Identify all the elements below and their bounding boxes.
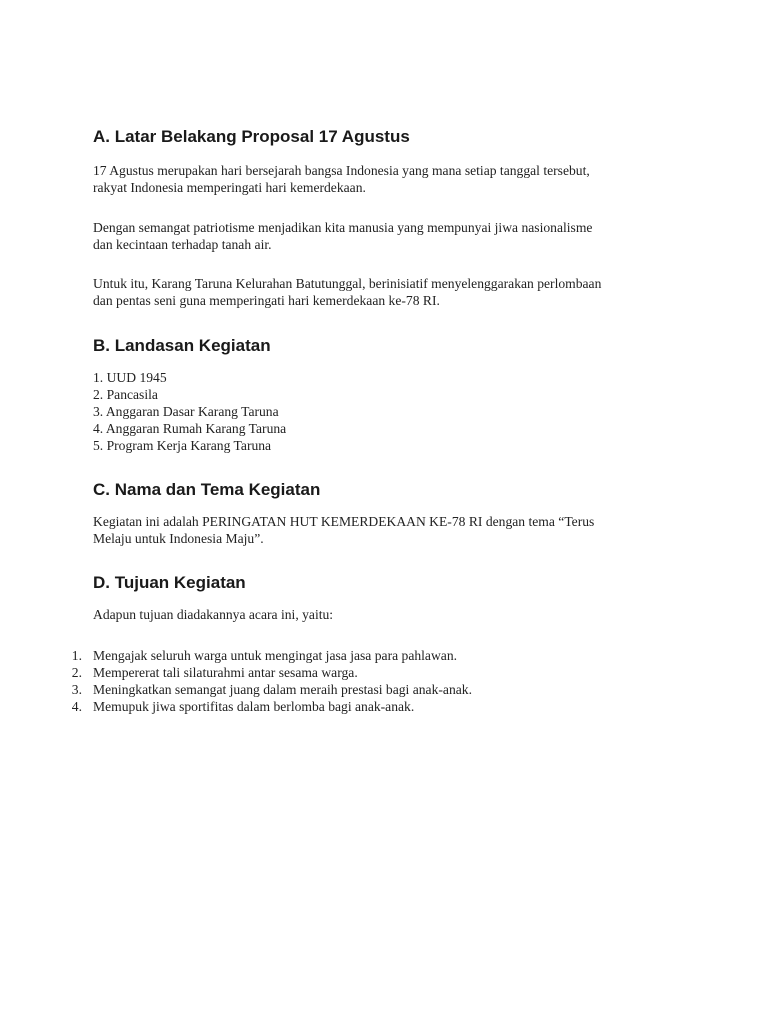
list-text: Mengajak seluruh warga untuk mengingat jasa jasa para pahlawan.	[93, 648, 458, 663]
paragraph-line: Melaju untuk Indonesia Maju”.	[93, 531, 264, 546]
paragraph-line: Dengan semangat patriotisme menjadikan kita manusia yang mempunyai jiwa nasionalisme	[93, 220, 593, 235]
section-d-intro: Adapun tujuan diadakannya acara ini, yaitu:	[93, 607, 334, 622]
list-number: 2.	[71, 665, 82, 680]
landasan-item: 3. Anggaran Dasar Karang Taruna	[93, 404, 279, 419]
tujuan-list-item	[0, 681, 700, 698]
paragraph-line: dan pentas seni guna memperingati hari kemerdekaan ke-78 RI.	[93, 293, 440, 308]
paragraph-line: rakyat Indonesia memperingati hari kemerdekaan.	[93, 180, 366, 195]
landasan-item: 1. UUD 1945	[93, 370, 167, 385]
section-d-heading: D. Tujuan Kegiatan	[93, 573, 246, 592]
section-a-paragraph-1	[93, 162, 693, 196]
landasan-item: 2. Pancasila	[93, 387, 158, 402]
section-b-heading: B. Landasan Kegiatan	[93, 336, 271, 355]
list-number: 4.	[71, 699, 82, 714]
section-c-heading: C. Nama dan Tema Kegiatan	[93, 480, 321, 499]
list-number: 1.	[71, 648, 82, 663]
landasan-item: 5. Program Kerja Karang Taruna	[93, 438, 272, 453]
list-text: Mempererat tali silaturahmi antar sesama warga.	[93, 665, 358, 680]
landasan-item: 4. Anggaran Rumah Karang Taruna	[93, 421, 287, 436]
section-a-paragraph-3	[93, 275, 693, 309]
section-c-paragraph	[93, 513, 693, 547]
tujuan-list-item	[0, 698, 700, 715]
list-text: Memupuk jiwa sportifitas dalam berlomba bagi anak-anak.	[93, 699, 415, 714]
list-number: 3.	[71, 682, 82, 697]
tujuan-list-item	[0, 647, 700, 664]
paragraph-line: Untuk itu, Karang Taruna Kelurahan Batutunggal, berinisiatif menyelenggarakan perlombaan	[93, 276, 602, 291]
tujuan-list-item	[0, 664, 700, 681]
paragraph-line: 17 Agustus merupakan hari bersejarah bangsa Indonesia yang mana setiap tanggal tersebut,	[93, 163, 590, 178]
list-text: Meningkatkan semangat juang dalam meraih prestasi bagi anak-anak.	[93, 682, 472, 697]
paragraph-line: dan kecintaan terhadap tanah air.	[93, 237, 272, 252]
paragraph-line: Kegiatan ini adalah PERINGATAN HUT KEMERDEKAAN KE-78 RI dengan tema “Terus	[93, 514, 595, 529]
section-a-paragraph-2	[93, 219, 693, 253]
section-a-heading: A. Latar Belakang Proposal 17 Agustus	[93, 127, 410, 146]
